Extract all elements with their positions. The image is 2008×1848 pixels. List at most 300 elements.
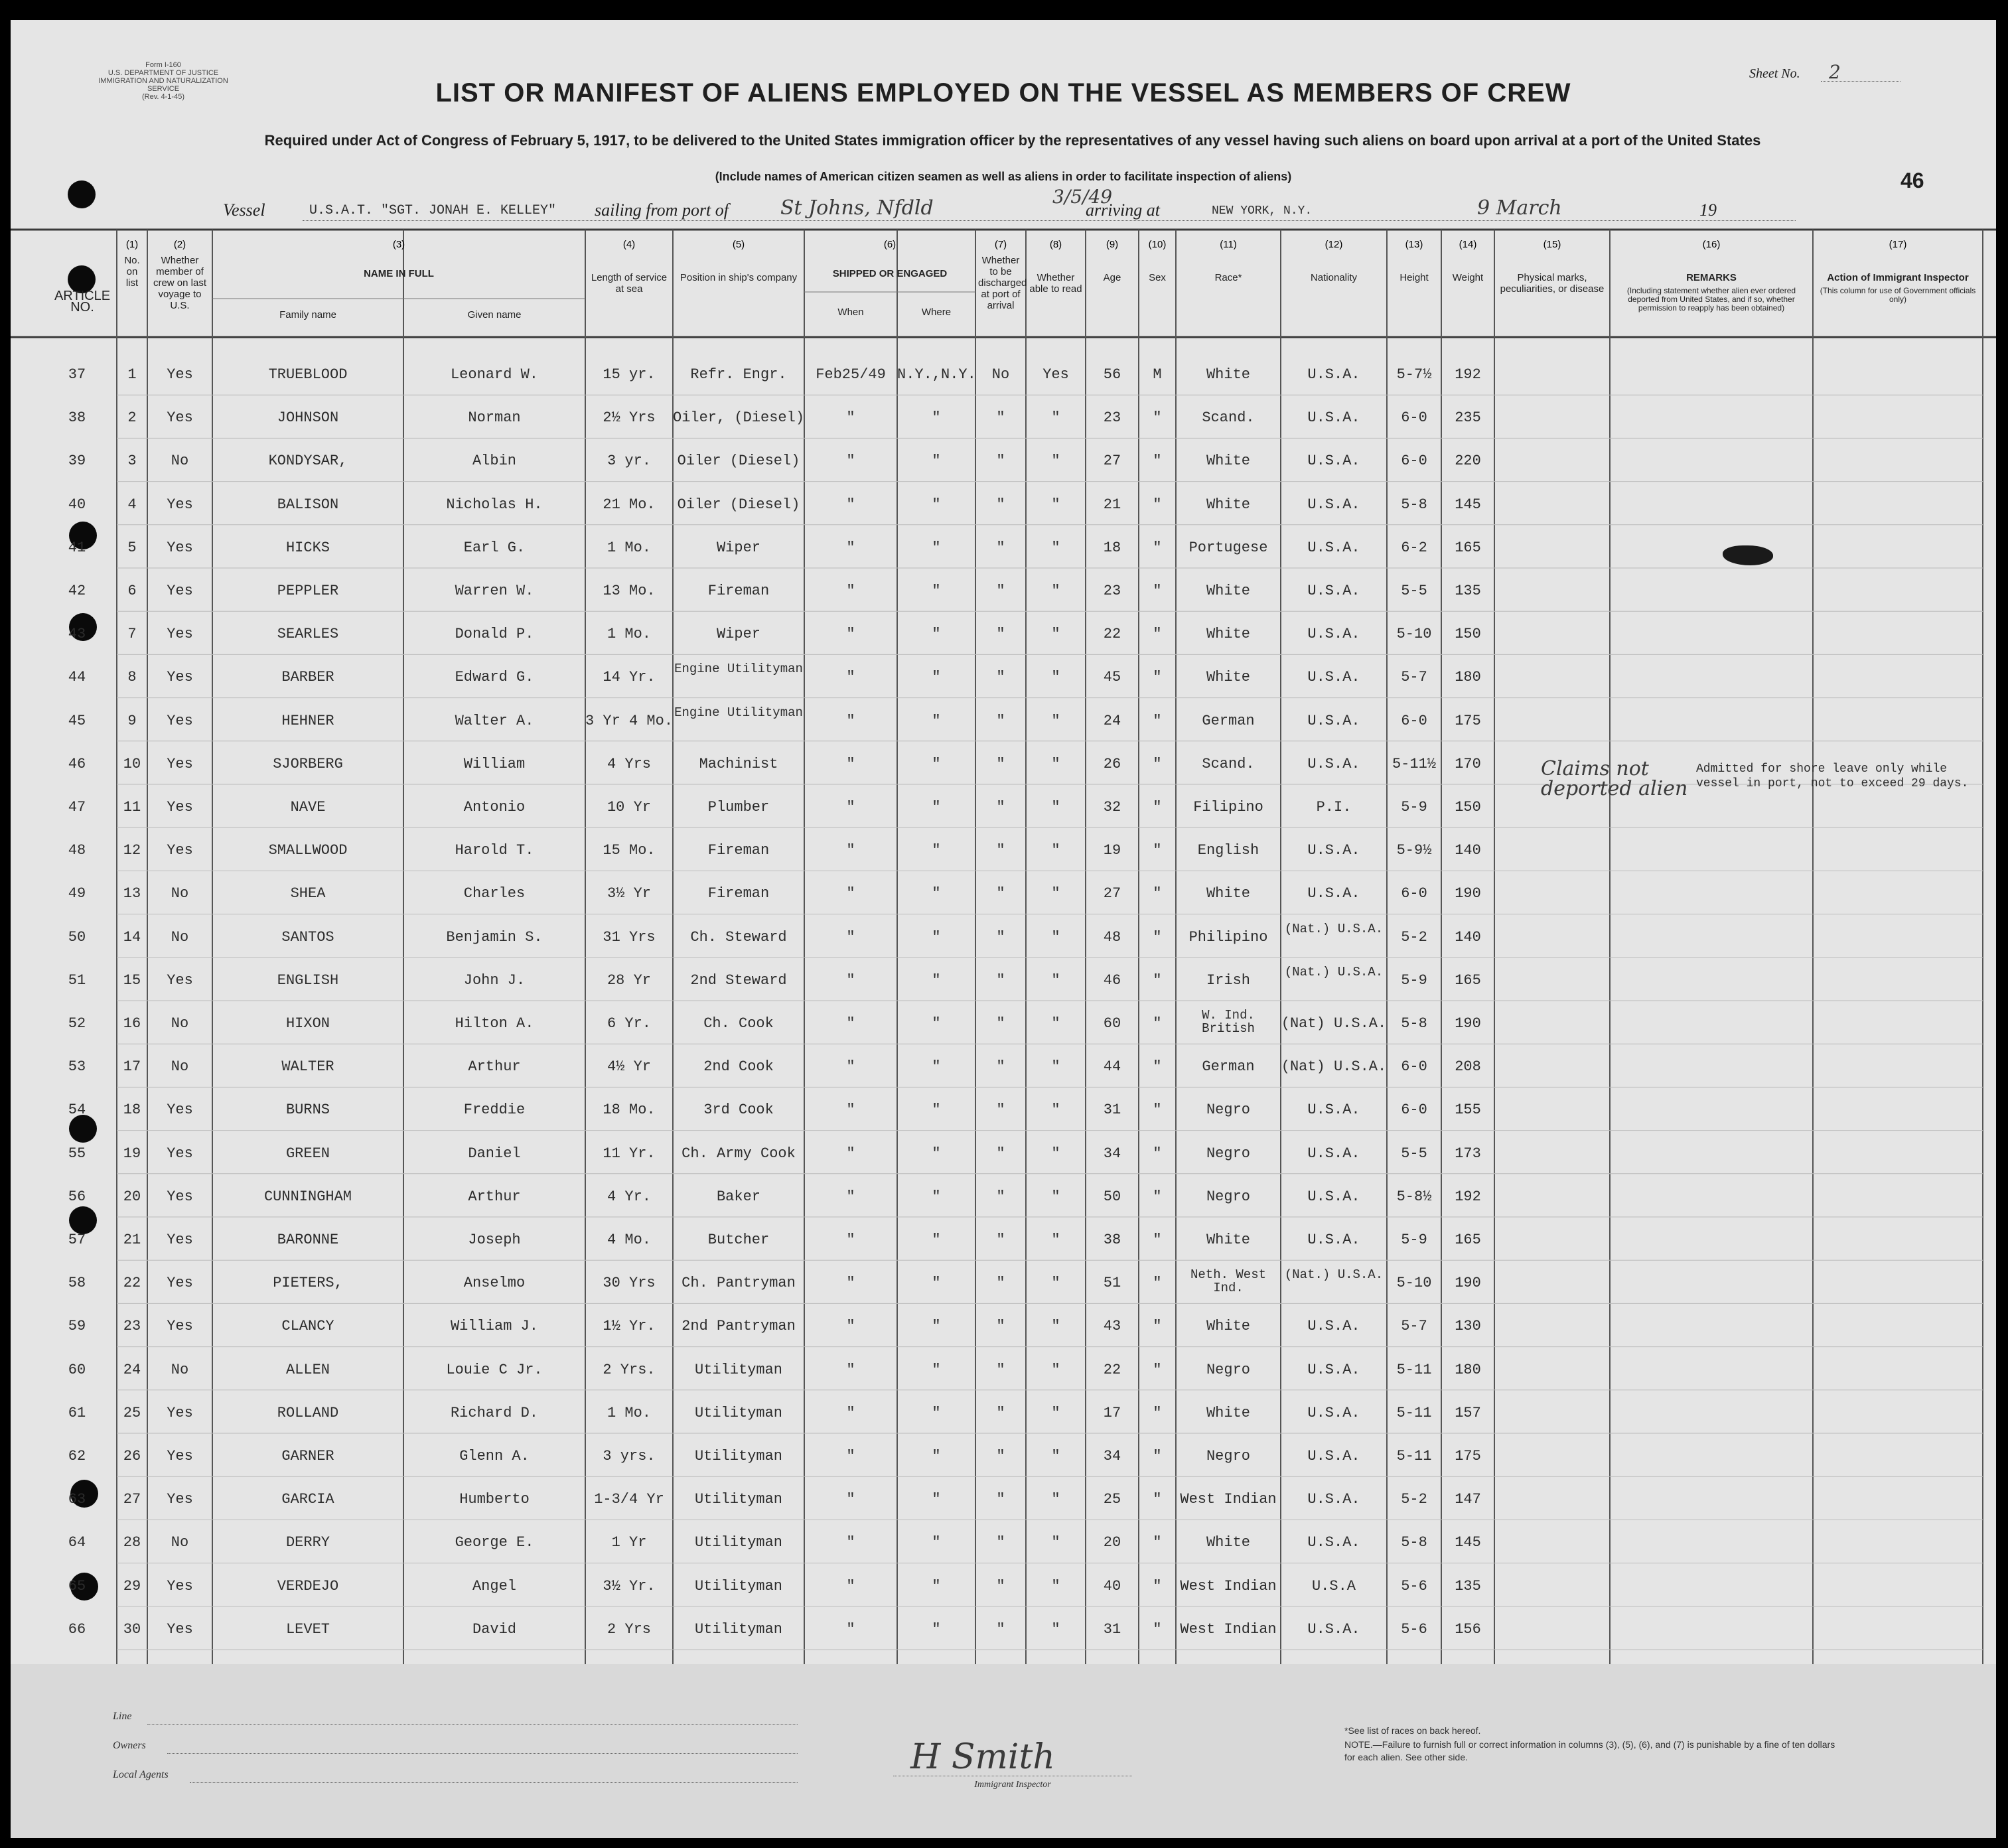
previous-voyage-cell: Yes xyxy=(167,626,193,643)
previous-voyage-cell: Yes xyxy=(167,755,193,772)
shipped-where-cell: " xyxy=(932,583,941,599)
shipped-where-cell: " xyxy=(932,842,941,859)
given-name-cell: Nicholas H. xyxy=(446,496,543,513)
family-name-cell: ENGLISH xyxy=(277,971,339,989)
article-number: 42 xyxy=(68,583,86,599)
previous-voyage-cell: No xyxy=(171,453,189,470)
shipped-where-cell: " xyxy=(932,1491,941,1508)
line-rule xyxy=(147,1724,798,1725)
height-cell: 6-0 xyxy=(1401,1102,1427,1119)
list-number-cell: 24 xyxy=(123,1361,141,1378)
race-cell: West Indian xyxy=(1180,1577,1277,1595)
family-name-cell: HEHNER xyxy=(281,712,334,729)
service-length-cell: 10 Yr xyxy=(607,799,651,816)
table-row xyxy=(11,1390,1983,1433)
sex-cell: " xyxy=(1153,971,1162,989)
article-number: 47 xyxy=(68,799,86,816)
article-number: 52 xyxy=(68,1015,86,1032)
given-name-header: Given name xyxy=(467,309,522,320)
given-name-cell: Richard D. xyxy=(450,1404,539,1421)
table-row xyxy=(11,482,1983,525)
nationality-cell: U.S.A. xyxy=(1307,1145,1360,1162)
article-number: 37 xyxy=(68,366,86,383)
shipped-where-cell: " xyxy=(932,1145,941,1162)
height-cell: 5-8½ xyxy=(1396,1188,1432,1205)
height-cell: 6-0 xyxy=(1401,409,1427,427)
previous-voyage-cell: Yes xyxy=(167,799,193,816)
discharged-cell: " xyxy=(996,928,1005,946)
discharged-cell: No xyxy=(991,366,1010,383)
able-to-read-cell: " xyxy=(1051,971,1060,989)
able-to-read-cell: " xyxy=(1051,755,1060,772)
height-cell: 6-2 xyxy=(1401,539,1427,556)
height-cell: 5-9 xyxy=(1401,799,1427,816)
col-3-header-number: (3) xyxy=(392,239,405,250)
col-16-header-sub: (Including statement whether alien ever ordered deported from United States, and if so, whether permission to reapply has been obtained) xyxy=(1626,286,1796,313)
weight-cell: 190 xyxy=(1455,1275,1481,1292)
family-name-cell: NAVE xyxy=(290,799,326,816)
weight-cell: 190 xyxy=(1455,885,1481,902)
family-name-cell: JOHNSON xyxy=(277,409,339,427)
position-cell: Fireman xyxy=(707,885,770,902)
col-5-header-label: Position in ship's company xyxy=(680,272,798,283)
shipped-when-cell: " xyxy=(846,1232,855,1248)
previous-voyage-cell: Yes xyxy=(167,712,193,729)
race-cell: White xyxy=(1206,496,1250,513)
shipped-when-cell: " xyxy=(846,755,855,772)
nationality-cell: (Nat) U.S.A. xyxy=(1281,1058,1387,1076)
race-cell: White xyxy=(1206,1534,1250,1551)
weight-cell: 175 xyxy=(1455,712,1481,729)
sex-cell: " xyxy=(1153,496,1162,513)
table-row xyxy=(11,827,1983,871)
nationality-cell: U.S.A. xyxy=(1307,583,1360,599)
races-note: *See list of races on back hereof. xyxy=(1344,1725,1481,1736)
list-number-cell: 25 xyxy=(123,1404,141,1421)
nationality-cell: U.S.A. xyxy=(1307,1620,1360,1638)
sex-cell: M xyxy=(1153,366,1162,383)
age-cell: 31 xyxy=(1103,1102,1121,1119)
col-1-header-label: No. on list xyxy=(124,255,140,289)
height-cell: 6-0 xyxy=(1401,1058,1427,1076)
table-row xyxy=(11,1347,1983,1390)
service-length-cell: 3 Yr 4 Mo. xyxy=(585,712,674,729)
shipped-when-cell: " xyxy=(846,453,855,470)
sex-cell: " xyxy=(1153,409,1162,427)
list-number-cell: 26 xyxy=(123,1448,141,1464)
sex-cell: " xyxy=(1153,712,1162,729)
list-number-cell: 20 xyxy=(123,1188,141,1205)
family-name-cell: ALLEN xyxy=(285,1361,330,1378)
weight-cell: 156 xyxy=(1455,1620,1481,1638)
article-number: 51 xyxy=(68,971,86,989)
height-cell: 5-9 xyxy=(1401,1232,1427,1248)
discharged-cell: " xyxy=(996,626,1005,643)
shipped-where-cell: " xyxy=(932,1188,941,1205)
previous-voyage-cell: Yes xyxy=(167,1188,193,1205)
able-to-read-cell: " xyxy=(1051,885,1060,902)
discharged-cell: " xyxy=(996,1232,1005,1248)
age-cell: 21 xyxy=(1103,496,1121,513)
table-row xyxy=(11,1001,1983,1044)
family-name-cell: LEVET xyxy=(285,1620,330,1638)
height-cell: 5-9½ xyxy=(1396,842,1432,859)
service-length-cell: 1 Mo. xyxy=(607,1404,651,1421)
owners-rule xyxy=(167,1753,798,1754)
position-cell: Utilityman xyxy=(694,1491,783,1508)
given-name-cell: Joseph xyxy=(468,1232,521,1248)
family-name-cell: BARONNE xyxy=(277,1232,339,1248)
given-name-cell: William J. xyxy=(450,1318,539,1335)
list-number-cell: 3 xyxy=(127,453,137,470)
given-name-cell: Edward G. xyxy=(455,669,534,686)
nationality-cell: U.S.A. xyxy=(1307,539,1360,556)
article-number: 40 xyxy=(68,496,86,513)
given-name-cell: Louie C Jr. xyxy=(446,1361,543,1378)
table-row xyxy=(11,1433,1983,1476)
family-name-cell: GARCIA xyxy=(281,1491,334,1508)
discharged-cell: " xyxy=(996,669,1005,686)
shipped-when-cell: " xyxy=(846,1318,855,1335)
given-name-cell: David xyxy=(472,1620,516,1638)
weight-cell: 180 xyxy=(1455,669,1481,686)
article-number: 61 xyxy=(68,1404,86,1421)
given-name-cell: George E. xyxy=(455,1534,534,1551)
list-number-cell: 9 xyxy=(127,712,137,729)
sex-cell: " xyxy=(1153,1275,1162,1292)
able-to-read-cell: " xyxy=(1051,928,1060,946)
nationality-cell: U.S.A. xyxy=(1307,1232,1360,1248)
race-cell: Portugese xyxy=(1188,539,1268,556)
nationality-cell: U.S.A. xyxy=(1307,755,1360,772)
given-name-cell: Benjamin S. xyxy=(446,928,543,946)
sex-cell: " xyxy=(1153,539,1162,556)
list-number-cell: 28 xyxy=(123,1534,141,1551)
shipped-when-cell: " xyxy=(846,712,855,729)
shipped-when-cell: " xyxy=(846,1102,855,1119)
family-name-header: Family name xyxy=(279,309,336,320)
previous-voyage-cell: Yes xyxy=(167,1577,193,1595)
previous-voyage-cell: Yes xyxy=(167,1275,193,1292)
article-number: 53 xyxy=(68,1058,86,1076)
race-cell: Scand. xyxy=(1202,755,1255,772)
age-cell: 18 xyxy=(1103,539,1121,556)
weight-cell: 220 xyxy=(1455,453,1481,470)
weight-cell: 173 xyxy=(1455,1145,1481,1162)
departure-port: St Johns, Nfdld xyxy=(780,196,934,220)
col-2-header-label: Whether member of crew on last voyage to U.S. xyxy=(153,255,207,311)
position-cell: Machinist xyxy=(699,755,778,772)
form-number: Form I-160 xyxy=(145,61,181,69)
discharged-cell: " xyxy=(996,409,1005,427)
sex-cell: " xyxy=(1153,1102,1162,1119)
remarks-typed: Admitted for shore leave only while vessel in port, not to exceed 29 days. xyxy=(1696,762,1969,790)
position-cell: 2nd Steward xyxy=(690,971,787,989)
able-to-read-cell: " xyxy=(1051,539,1060,556)
service-length-cell: 4 Yrs xyxy=(607,755,651,772)
shipped-when-cell: " xyxy=(846,1448,855,1464)
able-to-read-cell: " xyxy=(1051,626,1060,643)
col-7-header-label: Whether to be discharged at port of arrival xyxy=(978,255,1027,311)
form-revision: (Rev. 4-1-45) xyxy=(142,93,184,101)
shipped-where-cell: " xyxy=(932,496,941,513)
nationality-cell: (Nat.) U.S.A. xyxy=(1284,1267,1384,1283)
discharged-cell: " xyxy=(996,1102,1005,1119)
shipped-when-cell: " xyxy=(846,1491,855,1508)
table-row xyxy=(11,1131,1983,1174)
family-name-cell: PEPPLER xyxy=(277,583,339,599)
age-cell: 32 xyxy=(1103,799,1121,816)
owners-label: Owners xyxy=(113,1740,146,1751)
position-cell: Utilityman xyxy=(694,1534,783,1551)
shipped-where-cell: " xyxy=(932,1361,941,1378)
shipped-where-cell: " xyxy=(932,1318,941,1335)
table-row xyxy=(11,438,1983,481)
article-number: 50 xyxy=(68,928,86,946)
shipped-when-cell: " xyxy=(846,1015,855,1032)
family-name-cell: SANTOS xyxy=(281,928,334,946)
sex-cell: " xyxy=(1153,885,1162,902)
age-cell: 24 xyxy=(1103,712,1121,729)
able-to-read-cell: " xyxy=(1051,1491,1060,1508)
sailing-label: sailing from port of xyxy=(595,200,729,220)
table-row xyxy=(11,1217,1983,1260)
able-to-read-cell: " xyxy=(1051,1318,1060,1335)
race-cell: White xyxy=(1206,669,1250,686)
list-number-cell: 23 xyxy=(123,1318,141,1335)
sex-cell: " xyxy=(1153,1361,1162,1378)
height-cell: 5-7 xyxy=(1401,1318,1427,1335)
service-length-cell: 1½ Yr. xyxy=(603,1318,656,1335)
shipped-where-cell: " xyxy=(932,885,941,902)
discharged-cell: " xyxy=(996,799,1005,816)
list-number-cell: 15 xyxy=(123,971,141,989)
race-cell: Negro xyxy=(1206,1448,1250,1464)
article-number: 66 xyxy=(68,1620,86,1638)
list-number-cell: 29 xyxy=(123,1577,141,1595)
race-cell: White xyxy=(1206,1318,1250,1335)
service-length-cell: 15 Mo. xyxy=(603,842,656,859)
height-cell: 5-11 xyxy=(1396,1361,1432,1378)
previous-voyage-cell: Yes xyxy=(167,1145,193,1162)
race-cell: W. Ind. British xyxy=(1202,1008,1255,1036)
age-cell: 20 xyxy=(1103,1534,1121,1551)
position-cell: Refr. Engr. xyxy=(690,366,787,383)
list-number-cell: 13 xyxy=(123,885,141,902)
service-length-cell: 28 Yr xyxy=(607,971,651,989)
given-name-cell: Humberto xyxy=(459,1491,530,1508)
weight-cell: 235 xyxy=(1455,409,1481,427)
family-name-cell: TRUEBLOOD xyxy=(268,366,348,383)
service-length-cell: 2 Yrs. xyxy=(603,1361,656,1378)
shipped-where-cell: " xyxy=(932,539,941,556)
age-cell: 23 xyxy=(1103,409,1121,427)
age-cell: 44 xyxy=(1103,1058,1121,1076)
position-cell: Wiper xyxy=(716,626,760,643)
sex-cell: " xyxy=(1153,1404,1162,1421)
age-cell: 34 xyxy=(1103,1448,1121,1464)
weight-cell: 147 xyxy=(1455,1491,1481,1508)
given-name-cell: William xyxy=(463,755,526,772)
age-cell: 46 xyxy=(1103,971,1121,989)
sheet-number: 2 xyxy=(1829,61,1841,83)
sex-cell: " xyxy=(1153,842,1162,859)
position-cell: Ch. Steward xyxy=(690,928,787,946)
shipped-where-cell: " xyxy=(932,799,941,816)
line-label: Line xyxy=(113,1711,132,1722)
able-to-read-cell: " xyxy=(1051,1188,1060,1205)
nationality-cell: P.I. xyxy=(1316,799,1352,816)
previous-voyage-cell: Yes xyxy=(167,1491,193,1508)
shipped-where-cell: " xyxy=(932,669,941,686)
able-to-read-cell: " xyxy=(1051,1620,1060,1638)
age-cell: 26 xyxy=(1103,755,1121,772)
nationality-cell: U.S.A xyxy=(1311,1577,1356,1595)
age-cell: 27 xyxy=(1103,885,1121,902)
height-cell: 5-11½ xyxy=(1392,755,1436,772)
age-cell: 23 xyxy=(1103,583,1121,599)
table-row xyxy=(11,525,1983,568)
age-cell: 19 xyxy=(1103,842,1121,859)
col-4-header-number: (4) xyxy=(622,239,636,250)
age-cell: 25 xyxy=(1103,1491,1121,1508)
shipped-where-cell: " xyxy=(932,1102,941,1119)
nationality-cell: U.S.A. xyxy=(1307,1534,1360,1551)
family-name-cell: BURNS xyxy=(285,1102,330,1119)
race-cell: Negro xyxy=(1206,1145,1250,1162)
requirement-text: Required under Act of Congress of February 5, 1917, to be delivered to the United States immigration officer by the representatives of any vessel having such aliens on board upon arrival at a port of the United States xyxy=(264,132,1761,149)
service-length-cell: 3½ Yr xyxy=(607,885,651,902)
table-row xyxy=(11,611,1983,654)
shipped-where-cell: " xyxy=(932,755,941,772)
sheet-label: Sheet No. xyxy=(1749,66,1800,81)
previous-voyage-cell: Yes xyxy=(167,1318,193,1335)
family-name-cell: HICKS xyxy=(285,539,330,556)
race-cell: Negro xyxy=(1206,1188,1250,1205)
previous-voyage-cell: Yes xyxy=(167,842,193,859)
article-number: 60 xyxy=(68,1361,86,1378)
shipped-when-cell: " xyxy=(846,1534,855,1551)
article-number: 44 xyxy=(68,669,86,686)
local-agents-label: Local Agents xyxy=(113,1769,169,1780)
shipped-when-cell: " xyxy=(846,539,855,556)
shipped-when-cell: " xyxy=(846,409,855,427)
vessel-name: U.S.A.T. "SGT. JONAH E. KELLEY" xyxy=(309,203,557,218)
discharged-cell: " xyxy=(996,1534,1005,1551)
col-11-header-label: Race* xyxy=(1214,272,1242,283)
position-cell: Engine Utilityman xyxy=(674,705,803,720)
service-length-cell: 3 yrs. xyxy=(603,1448,656,1464)
height-cell: 5-8 xyxy=(1401,1015,1427,1032)
able-to-read-cell: " xyxy=(1051,1404,1060,1421)
discharged-cell: " xyxy=(996,971,1005,989)
weight-cell: 140 xyxy=(1455,928,1481,946)
requirement-note: (Include names of American citizen seamen as well as aliens in order to facilitate inspection of aliens) xyxy=(715,170,1292,183)
col-14-header-label: Weight xyxy=(1452,272,1484,283)
departure-date: 3/5/49 xyxy=(1052,186,1113,208)
weight-cell: 145 xyxy=(1455,496,1481,513)
able-to-read-cell: " xyxy=(1051,1275,1060,1292)
nationality-cell: U.S.A. xyxy=(1307,1491,1360,1508)
service-length-cell: 30 Yrs xyxy=(603,1275,656,1292)
position-cell: Utilityman xyxy=(694,1404,783,1421)
col-9-header-label: Age xyxy=(1103,272,1121,283)
agents-rule xyxy=(190,1782,798,1783)
table-row xyxy=(11,1476,1983,1520)
previous-voyage-cell: No xyxy=(171,885,189,902)
article-number: 65 xyxy=(68,1577,86,1595)
discharged-cell: " xyxy=(996,1318,1005,1335)
article-number: 57 xyxy=(68,1232,86,1248)
family-name-cell: SJORBERG xyxy=(273,755,343,772)
discharged-cell: " xyxy=(996,1058,1005,1076)
article-number: 45 xyxy=(68,712,86,729)
service-length-cell: 2 Yrs xyxy=(607,1620,651,1638)
list-number-cell: 17 xyxy=(123,1058,141,1076)
article-number: 49 xyxy=(68,885,86,902)
able-to-read-cell: " xyxy=(1051,409,1060,427)
service-length-cell: 14 Yr. xyxy=(603,669,656,686)
nationality-cell: U.S.A. xyxy=(1307,1404,1360,1421)
race-cell: White xyxy=(1206,1232,1250,1248)
table-row xyxy=(11,1044,1983,1087)
able-to-read-cell: " xyxy=(1051,583,1060,599)
shipped-when-cell: " xyxy=(846,496,855,513)
sex-cell: " xyxy=(1153,928,1162,946)
able-to-read-cell: " xyxy=(1051,1015,1060,1032)
service-length-cell: 4½ Yr xyxy=(607,1058,651,1076)
article-number: 55 xyxy=(68,1145,86,1162)
table-row xyxy=(11,1087,1983,1130)
page-title: LIST OR MANIFEST OF ALIENS EMPLOYED ON THE VESSEL AS MEMBERS OF CREW xyxy=(435,78,1571,107)
height-cell: 5-2 xyxy=(1401,928,1427,946)
sex-cell: " xyxy=(1153,1058,1162,1076)
previous-voyage-cell: No xyxy=(171,1058,189,1076)
able-to-read-cell: " xyxy=(1051,496,1060,513)
shipped-where-cell: " xyxy=(932,1534,941,1551)
family-name-cell: GARNER xyxy=(281,1448,334,1464)
table-row xyxy=(11,395,1983,438)
discharged-cell: " xyxy=(996,885,1005,902)
discharged-cell: " xyxy=(996,1145,1005,1162)
sex-cell: " xyxy=(1153,1577,1162,1595)
shipped-when-cell: " xyxy=(846,1620,855,1638)
nationality-cell: (Nat.) U.S.A. xyxy=(1284,964,1384,979)
family-name-cell: HIXON xyxy=(285,1015,330,1032)
list-number-cell: 12 xyxy=(123,842,141,859)
list-number-cell: 14 xyxy=(123,928,141,946)
height-cell: 5-9 xyxy=(1401,971,1427,989)
able-to-read-cell: " xyxy=(1051,1577,1060,1595)
col-15-header-label: Physical marks, peculiarities, or disease xyxy=(1500,272,1605,295)
position-cell: Oiler, (Diesel) xyxy=(673,409,805,427)
weight-cell: 157 xyxy=(1455,1404,1481,1421)
article-number: 39 xyxy=(68,453,86,470)
shipped-when-cell: " xyxy=(846,1577,855,1595)
col-16-header-number: (16) xyxy=(1702,239,1721,250)
list-number-cell: 4 xyxy=(127,496,137,513)
position-cell: Ch. Cook xyxy=(703,1015,774,1032)
service-length-cell: 4 Mo. xyxy=(607,1232,651,1248)
able-to-read-cell: " xyxy=(1051,1448,1060,1464)
col-8-header-number: (8) xyxy=(1049,239,1062,250)
given-name-cell: Angel xyxy=(472,1577,516,1595)
discharged-cell: " xyxy=(996,1620,1005,1638)
list-number-cell: 21 xyxy=(123,1232,141,1248)
list-number-cell: 18 xyxy=(123,1102,141,1119)
height-cell: 5-5 xyxy=(1401,583,1427,599)
remarks-handwritten: Claims not deported alien xyxy=(1541,757,1688,800)
